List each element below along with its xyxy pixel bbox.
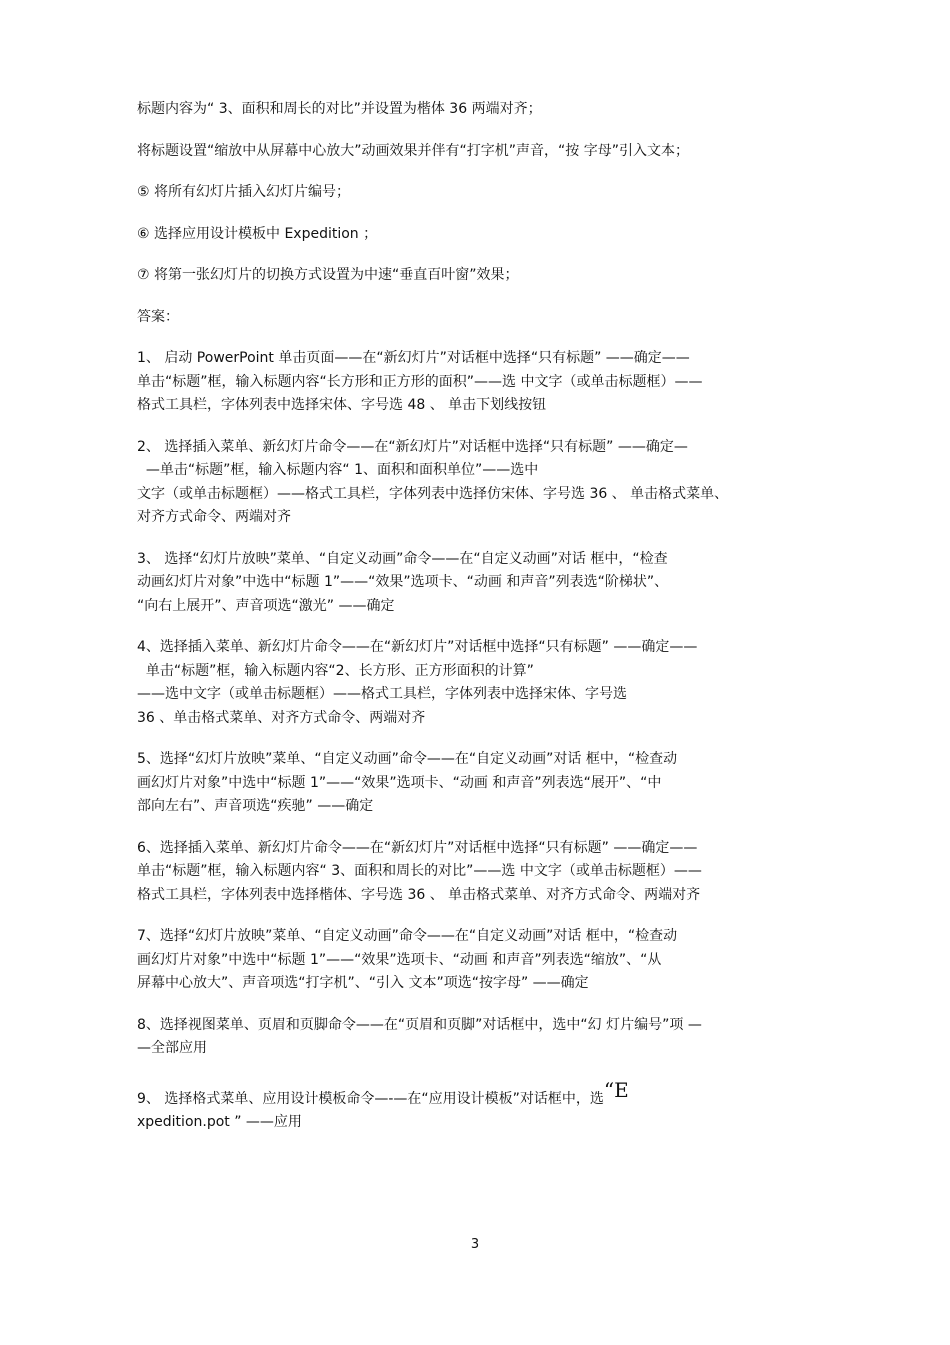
- answer-line: 格式工具栏，字体列表中选择楷体、字号选 36 、 单击格式菜单、对齐方式命令、两端对齐: [137, 886, 701, 903]
- answer-line: 文字（或单击标题框）——格式工具栏，字体列表中选择仿宋体、字号选 36 、 单击格式菜单、: [137, 485, 729, 502]
- answer-line: 单击“标题”框，输入标题内容“长方形和正方形的面积”——选 中文字（或单击标题框）——: [137, 373, 703, 390]
- answer-9-big-e: “E: [603, 1077, 629, 1102]
- answer-line: 8、选择视图菜单、页眉和页脚命令——在“页眉和页脚”对话框中，选中“幻 灯片编号”项 —: [137, 1016, 702, 1033]
- answer-4: [137, 636, 817, 730]
- document-page: [137, 98, 817, 1153]
- answer-6: [137, 837, 817, 908]
- answer-line: 对齐方式命令、两端对齐: [137, 509, 291, 525]
- item-line: 将标题设置“缩放中从屏幕中心放大”动画效果并伴有“打字机”声音，“按 字母”引入文本；: [137, 142, 689, 159]
- answer-2: [137, 436, 817, 530]
- answer-line: 6、选择插入菜单、新幻灯片命令——在“新幻灯片”对话框中选择“只有标题” ——确定——: [137, 839, 698, 856]
- answer-line: xpedition.pot ” ——应用: [137, 1114, 302, 1130]
- answer-line: 画幻灯片对象”中选中“标题 1”——“效果”选项卡、“动画 和声音”列表选“缩放”、“从: [137, 951, 662, 968]
- answer-5: [137, 748, 817, 819]
- answer-line: 3、 选择“幻灯片放映”菜单、“自定义动画”命令——在“自定义动画”对话 框中，“检查: [137, 550, 668, 567]
- answer-1: [137, 347, 817, 418]
- answer-line: —单击“标题”框，输入标题内容“ 1、面积和面积单位”——选中: [137, 462, 539, 478]
- answer-line: “向右上展开”、声音项选“激光” ——确定: [137, 597, 395, 614]
- answer-line: 画幻灯片对象”中选中“标题 1”——“效果”选项卡、“动画 和声音”列表选“展开”、“中: [137, 774, 662, 791]
- answer-line: 4、选择插入菜单、新幻灯片命令——在“新幻灯片”对话框中选择“只有标题” ——确定——: [137, 639, 698, 655]
- item-line: ⑤ 将所有幻灯片插入幻灯片编号；: [137, 184, 351, 200]
- answer-9-text: 9、 选择格式菜单、应用设计模板命令—-—在“应用设计模板”对话框中，选: [137, 1090, 604, 1107]
- answer-line: 1、 启动 PowerPoint 单击页面——在“新幻灯片”对话框中选择“只有标题” ——确定——: [137, 350, 690, 366]
- answer-line: 格式工具栏，字体列表中选择宋体、字号选 48 、 单击下划线按钮: [137, 397, 547, 413]
- answer-line: 屏幕中心放大”、声音项选“打字机”、“引入 文本”项选“按字母” ——确定: [137, 975, 589, 991]
- item-line: ⑦ 将第一张幻灯片的切换方式设置为中速“垂直百叶窗”效果；: [137, 267, 519, 283]
- answer-8: [137, 1014, 817, 1061]
- answer-heading: 答案：: [137, 308, 179, 325]
- answer-7: [137, 925, 817, 996]
- answer-line: [137, 1079, 817, 1112]
- answer-line: 5、选择“幻灯片放映”菜单、“自定义动画”命令——在“自定义动画”对话 框中，“检查动: [137, 751, 678, 767]
- answer-line: 动画幻灯片对象”中选中“标题 1”——“效果”选项卡、“动画 和声音”列表选“阶梯状”、: [137, 574, 669, 590]
- answer-line: 7、选择“幻灯片放映”菜单、“自定义动画”命令——在“自定义动画”对话 框中，“检查动: [137, 928, 678, 944]
- answer-9: [137, 1079, 817, 1135]
- answer-3: [137, 548, 817, 619]
- answer-line: 单击“标题”框，输入标题内容“2、长方形、正方形面积的计算”: [137, 662, 534, 679]
- answer-line: 部向左右”、声音项选“疾驰” ——确定: [137, 798, 374, 814]
- item-line: 标题内容为“ 3、面积和周长的对比”并设置为楷体 36 两端对齐；: [137, 101, 542, 117]
- answer-line: 单击“标题”框，输入标题内容“ 3、面积和周长的对比”——选 中文字（或单击标题框）——: [137, 863, 702, 879]
- answer-line: ——选中文字（或单击标题框）——格式工具栏，字体列表中选择宋体、字号选: [137, 686, 627, 702]
- answer-line: 36 、单击格式菜单、对齐方式命令、两端对齐: [137, 709, 426, 726]
- answer-line: —全部应用: [137, 1040, 207, 1056]
- item-line: ⑥ 选择应用设计模板中 Expedition ；: [137, 225, 378, 242]
- page-number: 3: [470, 1237, 480, 1252]
- answer-line: 2、 选择插入菜单、新幻灯片命令——在“新幻灯片”对话框中选择“只有标题” ——确定—: [137, 438, 688, 455]
